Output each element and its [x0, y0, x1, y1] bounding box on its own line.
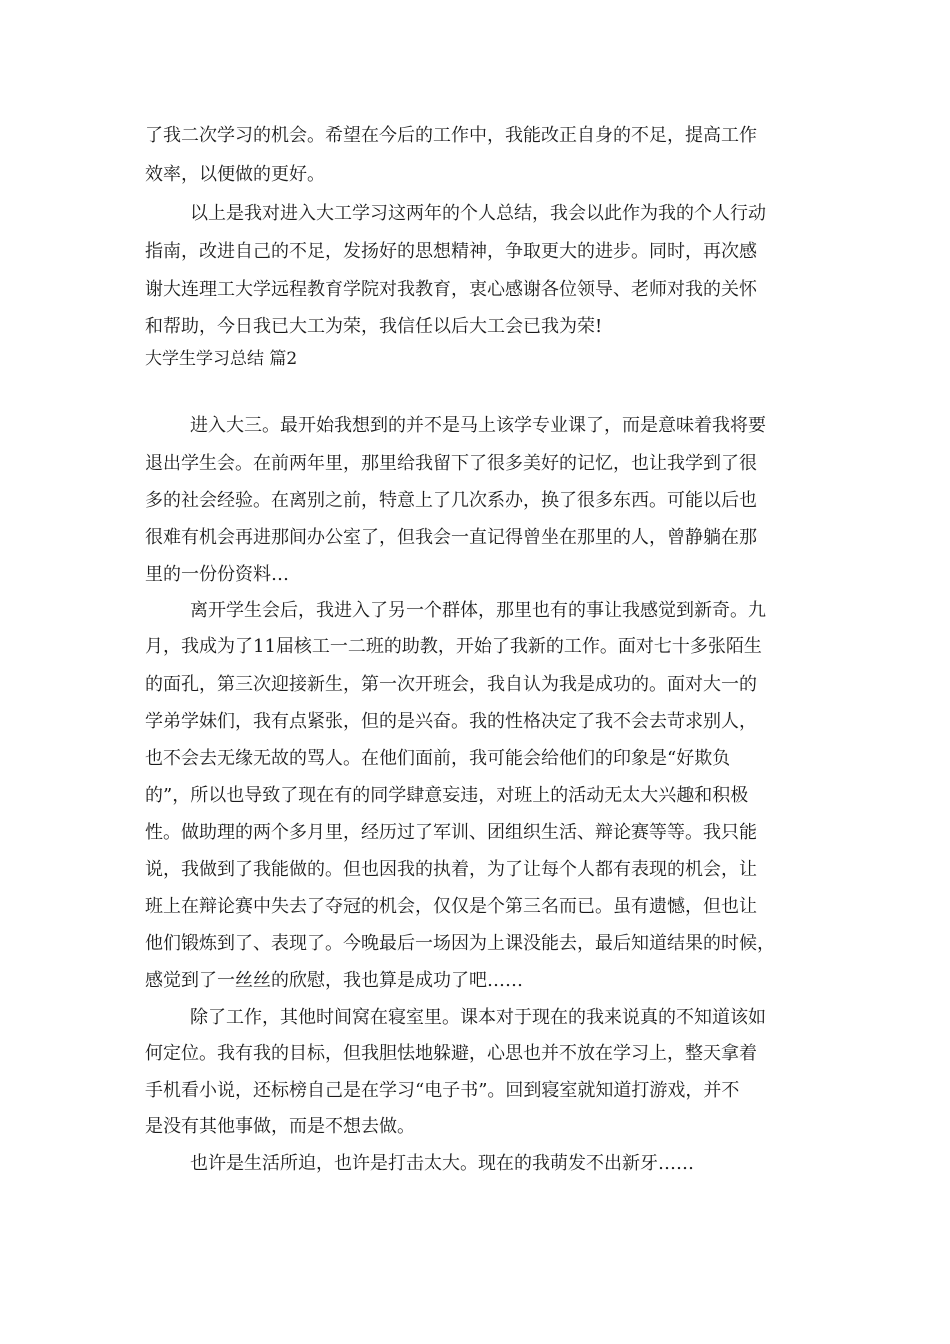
text-line: 谢大连理工大学远程教育学院对我教育，衷心感谢各位领导、老师对我的关怀: [145, 279, 757, 300]
text-line: 手机看小说，还标榜自己是在学习“电子书”。回到寝室就知道打游戏，并不: [145, 1080, 740, 1101]
section-title: 大学生学习总结 篇2: [145, 349, 298, 369]
text-line: 退出学生会。在前两年里，那里给我留下了很多美好的记忆，也让我学到了很: [145, 453, 757, 474]
text-line: 月，我成为了11届核工一二班的助教，开始了我新的工作。面对七十多张陌生: [145, 636, 762, 657]
text-line: 效率，以便做的更好。: [145, 164, 325, 185]
text-line: 的面孔，第三次迎接新生，第一次开班会，我自认为我是成功的。面对大一的: [145, 674, 757, 695]
text-line: 性。做助理的两个多月里，经历过了军训、团组织生活、辩论赛等等。我只能: [145, 822, 757, 843]
text-line: 以上是我对进入大工学习这两年的个人总结，我会以此作为我的个人行动: [190, 203, 766, 224]
text-line: 也许是生活所迫，也许是打击太大。现在的我萌发不出新牙……: [190, 1153, 694, 1174]
text-line: 是没有其他事做，而是不想去做。: [145, 1116, 415, 1137]
text-line: 里的一份份资料…: [145, 564, 289, 585]
text-line: 他们锻炼到了、表现了。今晚最后一场因为上课没能去，最后知道结果的时候，: [145, 933, 775, 954]
text-line: 也不会去无缘无故的骂人。在他们面前，我可能会给他们的印象是“好欺负: [145, 748, 731, 769]
text-line: 说，我做到了我能做的。但也因我的执着，为了让每个人都有表现的机会，让: [145, 859, 757, 880]
text-line: 离开学生会后，我进入了另一个群体，那里也有的事让我感觉到新奇。九: [190, 600, 766, 621]
text-line: 的”，所以也导致了现在有的同学肆意妄违，对班上的活动无太大兴趣和积极: [145, 785, 749, 806]
text-line: 了我二次学习的机会。希望在今后的工作中，我能改正自身的不足，提高工作: [145, 125, 757, 146]
text-line: 多的社会经验。在离别之前，特意上了几次系办，换了很多东西。可能以后也: [145, 490, 757, 511]
text-line: 进入大三。最开始我想到的并不是马上该学专业课了，而是意味着我将要: [190, 415, 766, 436]
text-line: 感觉到了一丝丝的欣慰，我也算是成功了吧……: [145, 970, 523, 991]
text-line: 学弟学妹们，我有点紧张，但的是兴奋。我的性格决定了我不会去苛求别人，: [145, 711, 757, 732]
text-line: 指南，改进自己的不足，发扬好的思想精神，争取更大的进步。同时，再次感: [145, 241, 757, 262]
text-line: 何定位。我有我的目标，但我胆怯地躲避，心思也并不放在学习上，整天拿着: [145, 1043, 757, 1064]
text-line: 和帮助，今日我已大工为荣，我信任以后大工会已我为荣!: [145, 316, 603, 337]
text-line: 很难有机会再进那间办公室了，但我会一直记得曾坐在那里的人，曾静躺在那: [145, 527, 757, 548]
text-line: 班上在辩论赛中失去了夺冠的机会，仅仅是个第三名而已。虽有遗憾，但也让: [145, 896, 757, 917]
text-line: 除了工作，其他时间窝在寝室里。课本对于现在的我来说真的不知道该如: [190, 1007, 766, 1028]
